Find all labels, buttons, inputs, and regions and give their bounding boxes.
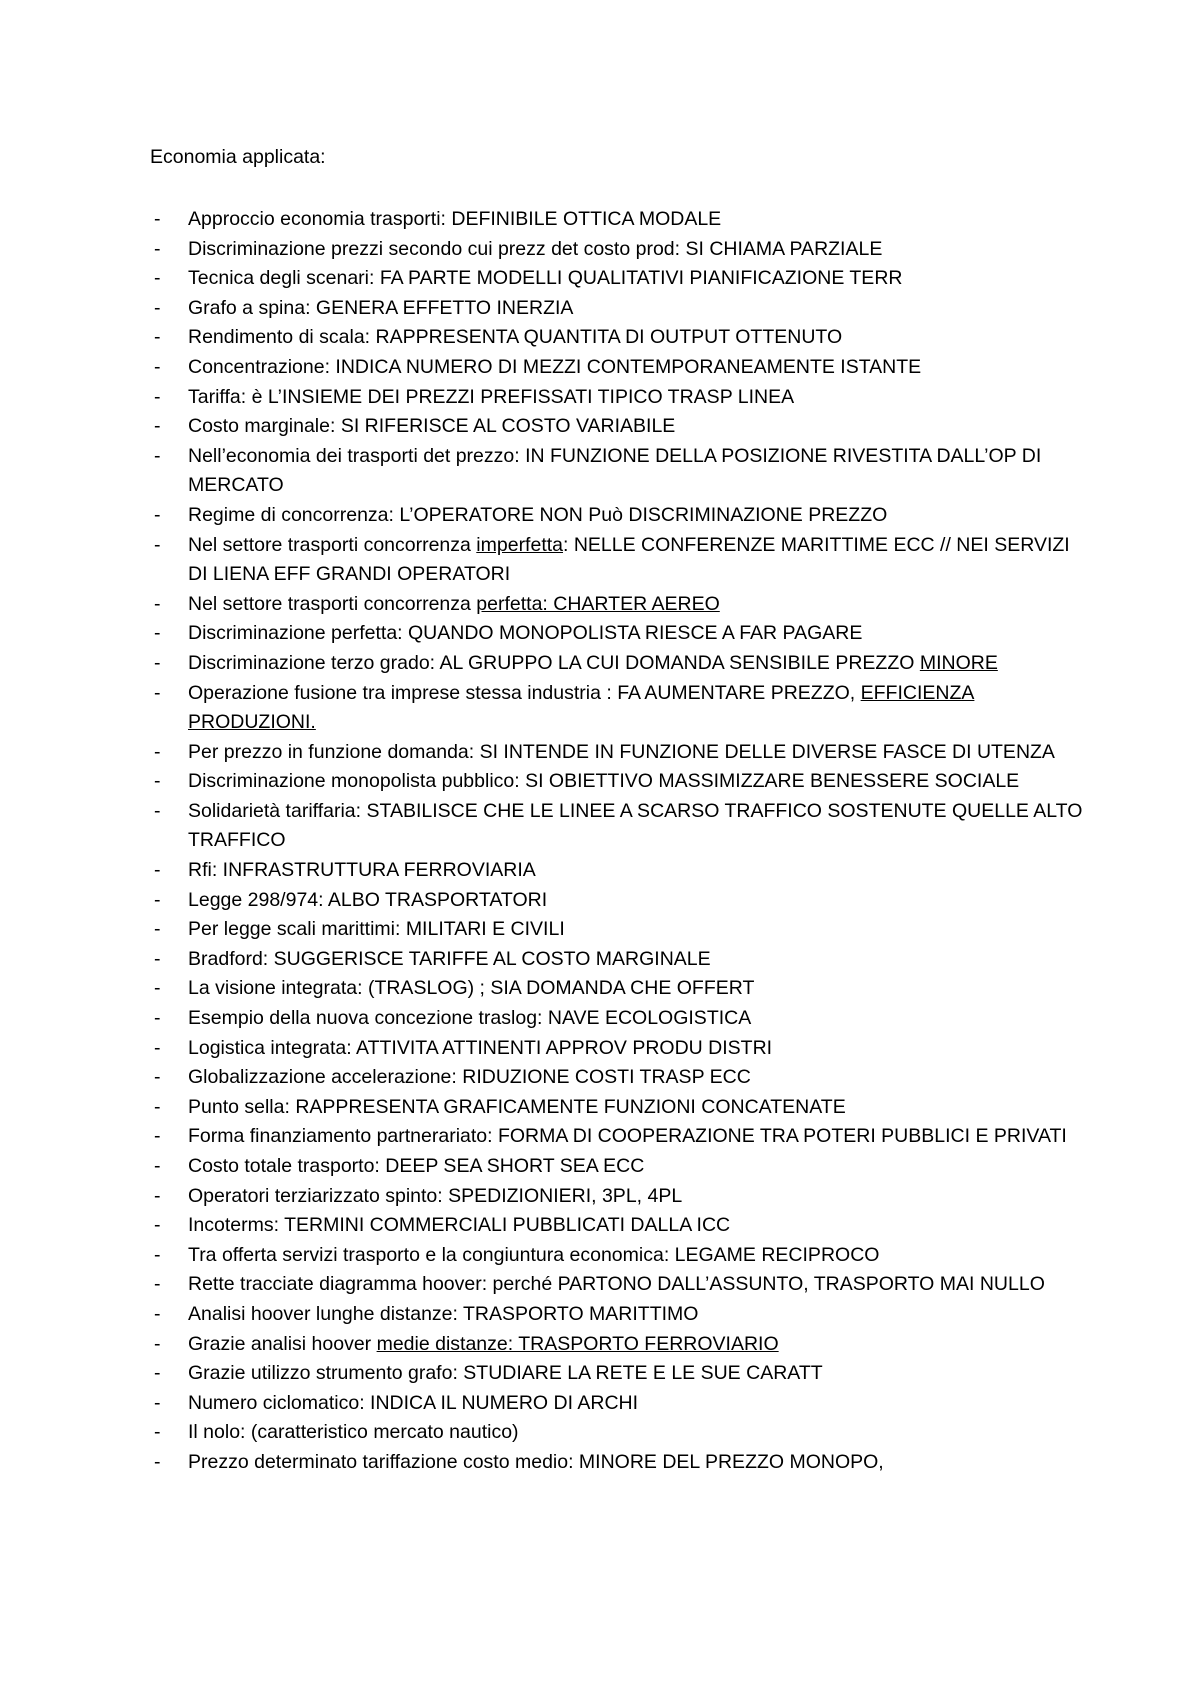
text-segment: Prezzo determinato tariffazione costo medio: MINORE DEL PREZZO MONOPO, [188,1450,884,1473]
list-item-text [188,1007,751,1029]
list-item [150,1152,1090,1182]
text-segment: Operatori terziarizzato spinto: SPEDIZIONIERI, 3PL, 4PL [188,1184,683,1207]
text-segment: Tariffa: è L’INSIEME DEI PREZZI PREFISSATI TIPICO TRASP LINEA [188,385,795,408]
list-item [150,1182,1090,1212]
text-segment: Grazie utilizzo strumento grafo: STUDIARE LA RETE E LE SUE CARATT [188,1362,823,1385]
text-segment: Regime di concorrenza: L’OPERATORE NON Può DISCRIMINAZIONE PREZZO [188,503,888,526]
text-segment: Discriminazione terzo grado: AL GRUPPO LA CUI DOMANDA SENSIBILE PREZZO [188,651,920,674]
list-item-text [188,445,1041,497]
list-item [150,264,1090,294]
list-item [150,1330,1090,1360]
list-item-text [188,1214,730,1236]
text-segment: Operazione fusione tra imprese stessa industria : FA AUMENTARE PREZZO, [188,681,861,704]
bullet-dash: - [154,1095,161,1118]
text-segment: Il nolo: (caratteristico mercato nautico) [188,1421,519,1444]
underlined-text: MINORE [919,651,998,674]
bullet-dash: - [154,592,161,615]
bullet-dash: - [154,415,161,438]
list-item [150,1241,1090,1271]
text-segment: Forma finanziamento partnerariato: FORMA DI COOPERAZIONE TRA POTERI PUBBLICI E PRIVATI [188,1125,1067,1148]
list-item-text [188,1451,884,1473]
list-item-text [188,238,882,260]
list-item [150,945,1090,975]
list-item [150,1093,1090,1123]
bullet-dash: - [154,1302,161,1325]
list-item [150,353,1090,383]
text-segment: Analisi hoover lunghe distanze: TRASPORTO MARITTIMO [188,1302,699,1325]
underlined-text: EFFICIENZA PRODUZIONI. [188,681,975,734]
list-item-text [188,1362,823,1384]
list-item-text [188,1273,1045,1295]
bullet-dash: - [154,1214,161,1237]
list-item-text [188,297,573,319]
list-item [150,797,1090,856]
list-item-text [188,1066,751,1088]
bullet-dash: - [154,1273,161,1296]
list-item [150,1359,1090,1389]
bullet-dash: - [154,1243,161,1266]
list-item [150,383,1090,413]
list-item [150,619,1090,649]
list-item-text [188,1037,772,1059]
bullet-dash: - [154,1125,161,1148]
text-segment: Discriminazione perfetta: QUANDO MONOPOLISTA RIESCE A FAR PAGARE [188,622,863,645]
bullet-dash: - [154,296,161,319]
bullet-dash: - [154,1155,161,1177]
list-item [150,1270,1090,1300]
list-item [150,590,1090,620]
bullet-dash: - [154,503,161,526]
bullet-dash: - [154,859,161,882]
list-item-text [188,918,565,940]
bullet-dash: - [154,947,161,970]
list-item-text [188,770,1019,792]
text-segment: La visione integrata: (TRASLOG) ; SIA DOMANDA CHE OFFERT [188,977,755,1000]
list-item [150,886,1090,916]
text-segment: Per prezzo in funzione domanda: SI INTENDE IN FUNZIONE DELLE DIVERSE FASCE DI UTENZA [188,740,1055,763]
list-item [150,1004,1090,1034]
list-item-text [188,652,998,674]
text-segment: Legge 298/974: ALBO TRASPORTATORI [188,888,548,911]
text-segment: Rendimento di scala: RAPPRESENTA QUANTITA DI OUTPUT OTTENUTO [188,326,843,349]
list-item [150,738,1090,768]
list-item-text [188,682,974,734]
bullet-dash: - [154,622,161,645]
text-segment: : NELLE CONFERENZE MARITTIME ECC // NEI SERVIZI DI LIENA EFF GRANDI OPERATORI [188,533,1070,586]
list-item-text [188,534,1070,586]
list-item-text [188,415,675,437]
text-segment: Costo marginale: SI RIFERISCE AL COSTO VARIABILE [188,415,676,438]
bullet-dash: - [154,1362,161,1385]
list-item [150,974,1090,1004]
text-segment: Esempio della nuova concezione traslog: NAVE ECOLOGISTICA [188,1007,752,1030]
text-segment: Nell’economia dei trasporti det prezzo: IN FUNZIONE DELLA POSIZIONE RIVESTITA DALL’OP DI MERCATO [188,444,1042,497]
list-item [150,442,1090,501]
list-item-text [188,267,902,289]
bullet-dash: - [154,681,161,704]
text-segment: Nel settore trasporti concorrenza [188,533,477,556]
list-item [150,1448,1090,1478]
list-item-text [188,1125,1067,1147]
list-item-text [188,859,536,881]
list-item-text [188,622,862,644]
text-segment: Solidarietà tariffaria: STABILISCE CHE LE LINEE A SCARSO TRAFFICO SOSTENUTE QUELLE ALTO TRAFFICO [188,799,1083,852]
text-segment: Discriminazione prezzi secondo cui prezz det costo prod: SI CHIAMA PARZIALE [188,237,883,260]
list-item-text [188,504,887,526]
bullet-dash: - [154,1184,161,1207]
list-item [150,856,1090,886]
bullet-dash: - [154,977,161,1000]
text-segment: Nel settore trasporti concorrenza [188,592,477,615]
list-item [150,412,1090,442]
list-item [150,649,1090,679]
bullet-dash: - [154,267,161,290]
document-title: Economia applicata: [150,146,326,168]
list-item-text [188,977,754,999]
bullet-dash: - [154,1421,161,1444]
text-segment: Rfi: INFRASTRUTTURA FERROVIARIA [188,859,536,882]
underlined-text: perfetta: CHARTER AEREO [476,592,720,615]
list-item-text [188,1392,638,1414]
bullet-dash: - [154,1007,161,1030]
bullet-dash: - [154,208,161,230]
list-item-text [188,386,794,408]
text-segment: Concentrazione: INDICA NUMERO DI MEZZI CONTEMPORANEAMENTE ISTANTE [188,355,922,378]
text-segment: Rette tracciate diagramma hoover: perché PARTONO DALL’ASSUNTO, TRASPORTO MAI NULLO [188,1273,1045,1296]
list-item-text [188,1303,698,1325]
text-segment: Tecnica degli scenari: FA PARTE MODELLI QUALITATIVI PIANIFICAZIONE TERR [188,267,903,290]
bullet-dash: - [154,1332,161,1355]
bullet-dash: - [154,799,161,822]
text-segment: Punto sella: RAPPRESENTA GRAFICAMENTE FUNZIONI CONCATENATE [188,1095,846,1118]
list-item-text [188,208,721,230]
text-segment: Incoterms: TERMINI COMMERCIALI PUBBLICATI DALLA ICC [188,1214,731,1237]
list-item [150,531,1090,590]
underlined-text: imperfetta [476,533,563,556]
list-item [150,1034,1090,1064]
list-item-text [188,326,842,348]
bullet-dash: - [154,1066,161,1089]
bullet-dash: - [154,326,161,349]
bullet-dash: - [154,888,161,911]
list-item-text [188,741,1055,763]
bullet-dash: - [154,1391,161,1414]
list-item [150,294,1090,324]
list-item [150,1389,1090,1419]
list-item [150,1211,1090,1241]
bullet-dash: - [154,533,161,556]
bullet-dash: - [154,740,161,763]
text-segment: Tra offerta servizi trasporto e la congiuntura economica: LEGAME RECIPROCO [188,1243,880,1266]
list-item [150,205,1090,235]
bullet-dash: - [154,237,161,260]
list-item [150,679,1090,738]
list-item-text [188,1155,644,1177]
list-item [150,1063,1090,1093]
list-item [150,1122,1090,1152]
bullet-dash: - [154,1450,161,1473]
list-item [150,915,1090,945]
list-item [150,1300,1090,1330]
bullet-dash: - [154,651,161,674]
text-segment: Bradford: SUGGERISCE TARIFFE AL COSTO MARGINALE [188,947,711,970]
bullet-dash: - [154,770,161,793]
text-segment: Logistica integrata: ATTIVITA ATTINENTI APPROV PRODU DISTRI [188,1036,773,1059]
text-segment: Per legge scali marittimi: MILITARI E CIVILI [188,918,565,941]
list-item-text [188,800,1082,852]
text-segment: Approccio economia trasporti: DEFINIBILE OTTICA MODALE [188,208,722,230]
bullet-dash: - [154,1036,161,1059]
list-item-text [188,1185,682,1207]
bullet-dash: - [154,918,161,941]
list-item-text [188,948,711,970]
list-item [150,501,1090,531]
list-item [150,1418,1090,1448]
bullet-dash: - [154,385,161,408]
list-item-text [188,593,720,615]
bullet-list [150,205,1090,1478]
bullet-dash: - [154,355,161,378]
list-item-text [188,1244,879,1266]
text-segment: Grafo a spina: GENERA EFFETTO INERZIA [188,296,574,319]
list-item-text [188,356,921,378]
underlined-text: medie distanze: TRASPORTO FERROVIARIO [376,1332,779,1355]
list-item-text [188,1096,846,1118]
text-segment: Discriminazione monopolista pubblico: SI OBIETTIVO MASSIMIZZARE BENESSERE SOCIALE [188,770,1020,793]
list-item [150,235,1090,265]
list-item [150,767,1090,797]
list-item-text [188,1333,779,1355]
text-segment: Costo totale trasporto: DEEP SEA SHORT SEA ECC [188,1155,645,1177]
bullet-dash: - [154,444,161,467]
list-item [150,323,1090,353]
list-item-text [188,889,547,911]
text-segment: Globalizzazione accelerazione: RIDUZIONE COSTI TRASP ECC [188,1066,751,1089]
text-segment: Grazie analisi hoover [188,1332,377,1355]
text-segment: Numero ciclomatico: INDICA IL NUMERO DI ARCHI [188,1391,639,1414]
list-item-text [188,1421,519,1443]
